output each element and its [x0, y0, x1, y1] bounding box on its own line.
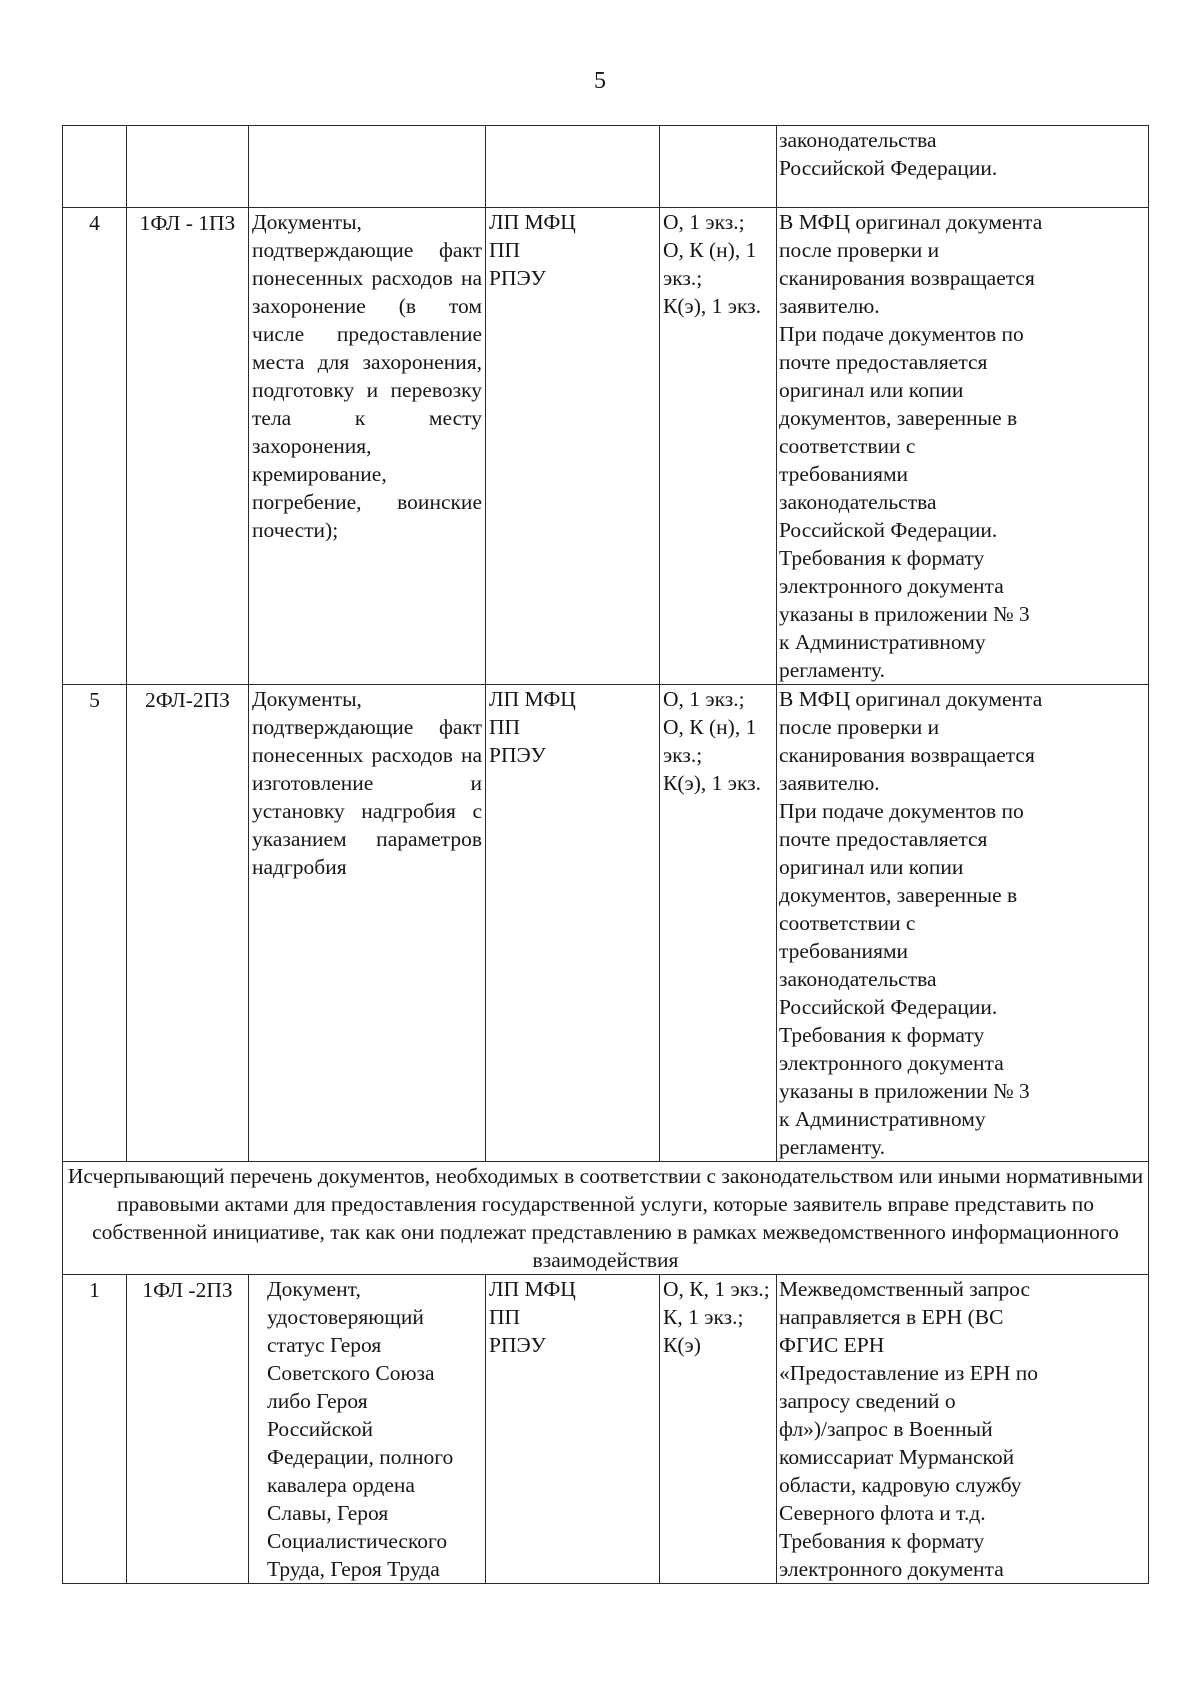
note-line: комиссариат Мурманской — [779, 1445, 1015, 1469]
note-line: документов, заверенные в — [779, 883, 1018, 907]
note-line: электронного документа — [779, 1051, 1004, 1075]
cell-channels — [486, 126, 660, 208]
cell-channels — [486, 208, 660, 685]
note-line: Российской Федерации. — [779, 995, 998, 1019]
cell-code: 1ФЛ - 1ПЗ — [127, 208, 249, 685]
note-line: заявителю. — [779, 294, 880, 318]
note-line: требованиями — [779, 462, 909, 486]
channel-line: РПЭУ — [489, 743, 546, 767]
cell-num — [63, 126, 127, 208]
cell-note — [777, 126, 1149, 208]
cell-note — [777, 1275, 1149, 1584]
note-line: В МФЦ оригинал документа — [779, 687, 1043, 711]
note-line: заявителю. — [779, 771, 880, 795]
cell-code: 2ФЛ-2ПЗ — [127, 685, 249, 1162]
note-line: сканирования возвращается — [779, 743, 1035, 767]
cell-num: 1 — [63, 1275, 127, 1584]
note-line: Требования к формату — [779, 546, 985, 570]
desc-line: удостоверяющий — [267, 1305, 424, 1329]
desc-line: Социалистического — [267, 1529, 448, 1553]
note-line: законодательства — [779, 128, 937, 152]
note-line: Северного флота и т.д. — [779, 1501, 986, 1525]
cell-code: 1ФЛ -2ПЗ — [127, 1275, 249, 1584]
note-line: законодательства — [779, 490, 937, 514]
channel-line: РПЭУ — [489, 1333, 546, 1357]
note-line: соответствии с — [779, 911, 916, 935]
channel-line: ЛП МФЦ — [489, 687, 576, 711]
note-line: требованиями — [779, 939, 909, 963]
desc-line: Труда, Героя Труда — [267, 1557, 440, 1581]
cell-num: 5 — [63, 685, 127, 1162]
copies-line: О, К, 1 экз.; — [663, 1277, 770, 1301]
note-line: Требования к формату — [779, 1023, 985, 1047]
desc-line: Славы, Героя — [267, 1501, 389, 1525]
table-row — [63, 1275, 1149, 1584]
section-heading: Исчерпывающий перечень документов, необходимых в соответствии с законодательством или иными нормативными правовыми актами для предоставления государственной услуги, которые заявитель вправе представить по собственной инициативе, так как они подлежат представлению в рамках межведомственного информационного взаимодействия — [63, 1162, 1149, 1275]
cell-code — [127, 126, 249, 208]
cell-desc — [249, 126, 486, 208]
note-line: оригинал или копии — [779, 378, 964, 402]
copies-line: О, 1 экз.; — [663, 210, 745, 234]
table-row-continuation — [63, 126, 1149, 208]
cell-channels — [486, 685, 660, 1162]
desc-line: Федерации, полного — [267, 1445, 454, 1469]
note-line: сканирования возвращается — [779, 266, 1035, 290]
note-line: При подаче документов по — [779, 322, 1024, 346]
note-line: регламенту. — [779, 658, 886, 682]
section-heading-row — [63, 1162, 1149, 1275]
note-line: к Административному — [779, 630, 986, 654]
cell-desc: Документы, подтверждающие факт понесенных расходов на изготовление и установку надгробия с указанием параметров надгробия — [249, 685, 486, 1162]
desc-line: Российской — [267, 1417, 373, 1441]
note-line: почте предоставляется — [779, 827, 988, 851]
note-line: почте предоставляется — [779, 350, 988, 374]
note-line: фл»)/запрос в Военный — [779, 1417, 993, 1441]
note-line: оригинал или копии — [779, 855, 964, 879]
note-line: регламенту. — [779, 1135, 886, 1159]
note-line: При подаче документов по — [779, 799, 1024, 823]
note-line: после проверки и — [779, 715, 940, 739]
desc-line: Советского Союза — [267, 1361, 435, 1385]
desc-line: статус Героя — [267, 1333, 382, 1357]
copies-line: К, 1 экз.; — [663, 1305, 744, 1329]
note-line: направляется в ЕРН (ВС — [779, 1305, 1004, 1329]
note-line: области, кадровую службу — [779, 1473, 1022, 1497]
note-line: ФГИС ЕРН — [779, 1333, 885, 1357]
documents-table — [62, 125, 1149, 1584]
note-line: указаны в приложении № 3 — [779, 1079, 1030, 1103]
copies-line: К(э), 1 экз. — [663, 294, 762, 318]
note-line: электронного документа — [779, 574, 1004, 598]
channel-line: ЛП МФЦ — [489, 210, 576, 234]
note-line: документов, заверенные в — [779, 406, 1018, 430]
cell-copies — [660, 685, 777, 1162]
cell-desc: Документы, подтверждающие факт понесенных расходов на захоронение (в том числе предоставление места для захоронения, подготовку и перевозку тела к месту захоронения, кремирование, погребение, воинские почести); — [249, 208, 486, 685]
note-line: запросу сведений о — [779, 1389, 956, 1413]
channel-line: ПП — [489, 715, 521, 739]
cell-copies — [660, 208, 777, 685]
copies-line: К(э) — [663, 1333, 701, 1357]
note-line: Межведомственный запрос — [779, 1277, 1031, 1301]
note-line: соответствии с — [779, 434, 916, 458]
channel-line: ПП — [489, 238, 521, 262]
note-line: электронного документа — [779, 1557, 1004, 1581]
note-line: «Предоставление из ЕРН по — [779, 1361, 1038, 1385]
desc-line: либо Героя — [267, 1389, 368, 1413]
cell-note — [777, 685, 1149, 1162]
channel-line: РПЭУ — [489, 266, 546, 290]
page-number: 5 — [594, 68, 606, 94]
table-row — [63, 685, 1149, 1162]
copies-line: О, К (н), 1 экз.; — [663, 238, 757, 290]
desc-line: кавалера ордена — [267, 1473, 415, 1497]
cell-num: 4 — [63, 208, 127, 685]
note-line: Требования к формату — [779, 1529, 985, 1553]
channel-line: ПП — [489, 1305, 521, 1329]
cell-copies — [660, 1275, 777, 1584]
desc-line: Документ, — [267, 1277, 361, 1301]
note-line: законодательства — [779, 967, 937, 991]
copies-line: О, 1 экз.; — [663, 687, 745, 711]
note-line: указаны в приложении № 3 — [779, 602, 1030, 626]
channel-line: ЛП МФЦ — [489, 1277, 576, 1301]
note-line: Российской Федерации. — [779, 518, 998, 542]
note-line: Российской Федерации. — [779, 156, 998, 180]
note-line: В МФЦ оригинал документа — [779, 210, 1043, 234]
cell-desc — [249, 1275, 486, 1584]
cell-copies — [660, 126, 777, 208]
cell-channels — [486, 1275, 660, 1584]
table-row — [63, 208, 1149, 685]
copies-line: О, К (н), 1 экз.; — [663, 715, 757, 767]
note-line: после проверки и — [779, 238, 940, 262]
note-line: к Административному — [779, 1107, 986, 1131]
cell-note — [777, 208, 1149, 685]
copies-line: К(э), 1 экз. — [663, 771, 762, 795]
